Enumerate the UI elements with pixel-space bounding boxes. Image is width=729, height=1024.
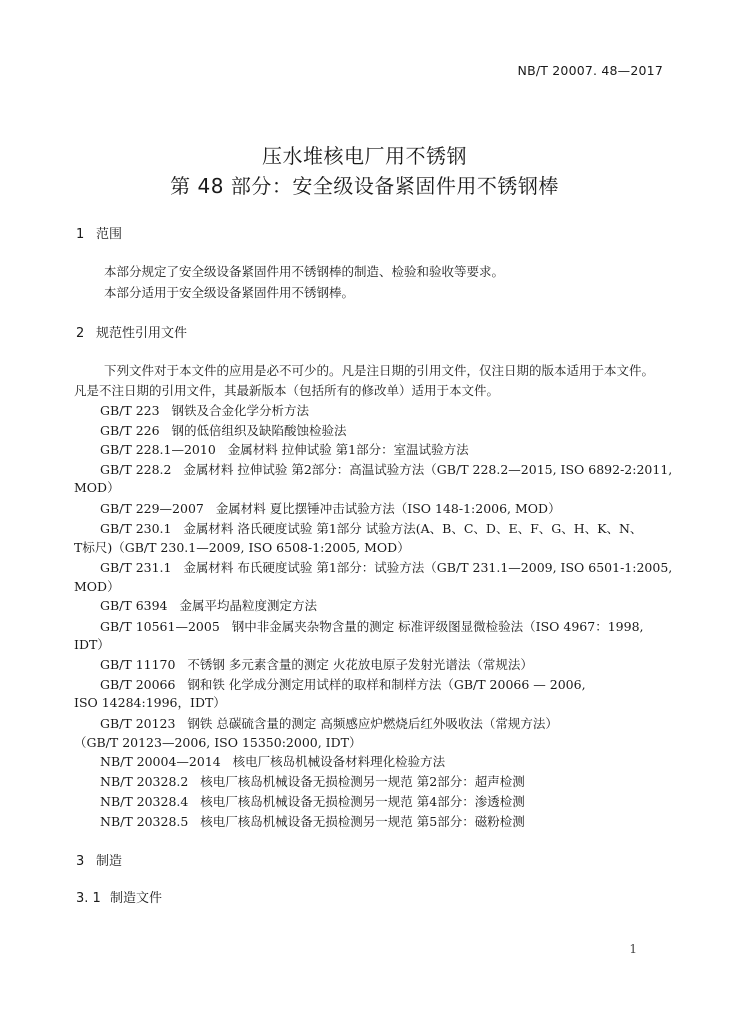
reference-code: GB/T 228.2 <box>100 462 172 477</box>
reference-title: 钢铁 总碳硫含量的测定 高频感应炉燃烧后红外吸收法（常规方法） <box>187 716 558 731</box>
reference-item <box>100 521 642 537</box>
section-2-heading <box>76 322 187 341</box>
reference-code: NB/T 20328.4 <box>100 794 189 809</box>
reference-code: GB/T 230.1 <box>100 521 172 536</box>
reference-title: 金属材料 拉伸试验 第2部分：高温试验方法（GB/T 228.2—2015, ISO 6892-2:2011, <box>183 462 673 477</box>
section-title: 制造文件 <box>110 891 163 906</box>
reference-item <box>100 619 644 635</box>
scope-paragraph-1: 本部分规定了安全级设备紧固件用不锈钢棒的制造、检验和验收等要求。 <box>104 264 505 279</box>
reference-code: GB/T 228.1—2010 <box>100 442 216 457</box>
section-3-1-heading <box>76 887 162 906</box>
scope-paragraph-2: 本部分适用于安全级设备紧固件用不锈钢棒。 <box>104 285 355 300</box>
reference-item <box>100 501 561 517</box>
reference-code: GB/T 10561—2005 <box>100 619 220 634</box>
reference-code: GB/T 20123 <box>100 716 176 731</box>
section-title: 制造 <box>96 854 123 869</box>
page-number: 1 <box>629 942 637 956</box>
reference-item <box>100 657 533 673</box>
reference-code: NB/T 20328.2 <box>100 774 189 789</box>
section-1-heading <box>76 223 122 242</box>
reference-title: 钢的低倍组织及缺陷酸蚀检验法 <box>171 423 347 438</box>
standard-code: NB/T 20007. 48—2017 <box>517 63 663 78</box>
reference-item <box>100 794 525 810</box>
reference-title: 金属材料 拉伸试验 第1部分：室温试验方法 <box>227 442 469 457</box>
reference-code: GB/T 229—2007 <box>100 501 204 516</box>
reference-item <box>100 462 672 478</box>
references-intro-line1: 下列文件对于本文件的应用是必不可少的。凡是注日期的引用文件，仅注日期的版本适用于本文件。 <box>104 363 655 378</box>
reference-item <box>100 560 672 576</box>
reference-item <box>100 754 445 770</box>
reference-item <box>100 774 525 790</box>
reference-code: GB/T 20066 <box>100 677 176 692</box>
reference-title: 钢和铁 化学成分测定用试样的取样和制样方法（GB/T 20066 — 2006, <box>187 677 586 692</box>
reference-continuation: MOD） <box>74 579 120 594</box>
section-number: 1 <box>76 227 85 242</box>
section-number: 3. 1 <box>76 891 101 906</box>
reference-item <box>100 423 347 439</box>
reference-code: NB/T 20004—2014 <box>100 754 221 769</box>
reference-code: GB/T 226 <box>100 423 160 438</box>
reference-title: 核电厂核岛机械设备无损检测另一规范 第5部分：磁粉检测 <box>200 814 525 829</box>
reference-title: 金属材料 夏比摆锤冲击试验方法（ISO 148-1:2006, MOD） <box>215 501 561 516</box>
reference-code: GB/T 223 <box>100 403 160 418</box>
section-number: 2 <box>76 326 85 341</box>
reference-title: 金属材料 洛氏硬度试验 第1部分 试验方法(A、B、C、D、E、F、G、H、K、N、 <box>183 521 643 536</box>
reference-item <box>100 677 586 693</box>
reference-title: 金属平均晶粒度测定方法 <box>179 598 317 613</box>
reference-title: 钢中非金属夹杂物含量的测定 标准评级图显微检验法（ISO 4967：1998, <box>231 619 644 634</box>
reference-title: 钢铁及合金化学分析方法 <box>171 403 309 418</box>
section-title: 规范性引用文件 <box>96 326 188 341</box>
reference-code: GB/T 231.1 <box>100 560 172 575</box>
reference-continuation: T标尺)（GB/T 230.1—2009, ISO 6508-1:2005, MOD） <box>74 540 410 555</box>
document-title-line1: 压水堆核电厂用不锈钢 <box>262 144 467 168</box>
reference-item <box>100 403 309 419</box>
reference-code: NB/T 20328.5 <box>100 814 189 829</box>
reference-title: 不锈钢 多元素含量的测定 火花放电原子发射光谱法（常规法） <box>187 657 533 672</box>
reference-title: 核电厂核岛机械设备无损检测另一规范 第4部分：渗透检测 <box>200 794 525 809</box>
document-title-line2: 第 48 部分：安全级设备紧固件用不锈钢棒 <box>170 174 559 198</box>
reference-item <box>100 442 469 458</box>
reference-title: 核电厂核岛机械设备材料理化检验方法 <box>232 754 446 769</box>
reference-code: GB/T 11170 <box>100 657 176 672</box>
reference-title: 核电厂核岛机械设备无损检测另一规范 第2部分：超声检测 <box>200 774 525 789</box>
section-3-heading <box>76 850 122 869</box>
reference-continuation: IDT） <box>74 637 110 652</box>
reference-continuation: MOD） <box>74 480 120 495</box>
reference-item <box>100 814 525 830</box>
reference-continuation: ISO 14284:1996，IDT） <box>74 695 226 710</box>
reference-code: GB/T 6394 <box>100 598 168 613</box>
reference-item <box>100 598 317 614</box>
section-title: 范围 <box>96 227 123 242</box>
reference-title: 金属材料 布氏硬度试验 第1部分：试验方法（GB/T 231.1—2009, ISO 6501-1:2005, <box>183 560 673 575</box>
reference-continuation: （GB/T 20123—2006, ISO 15350:2000, IDT） <box>74 735 362 750</box>
references-intro-line2: 凡是不注日期的引用文件，其最新版本（包括所有的修改单）适用于本文件。 <box>74 383 500 398</box>
section-number: 3 <box>76 854 85 869</box>
reference-item <box>100 716 558 732</box>
